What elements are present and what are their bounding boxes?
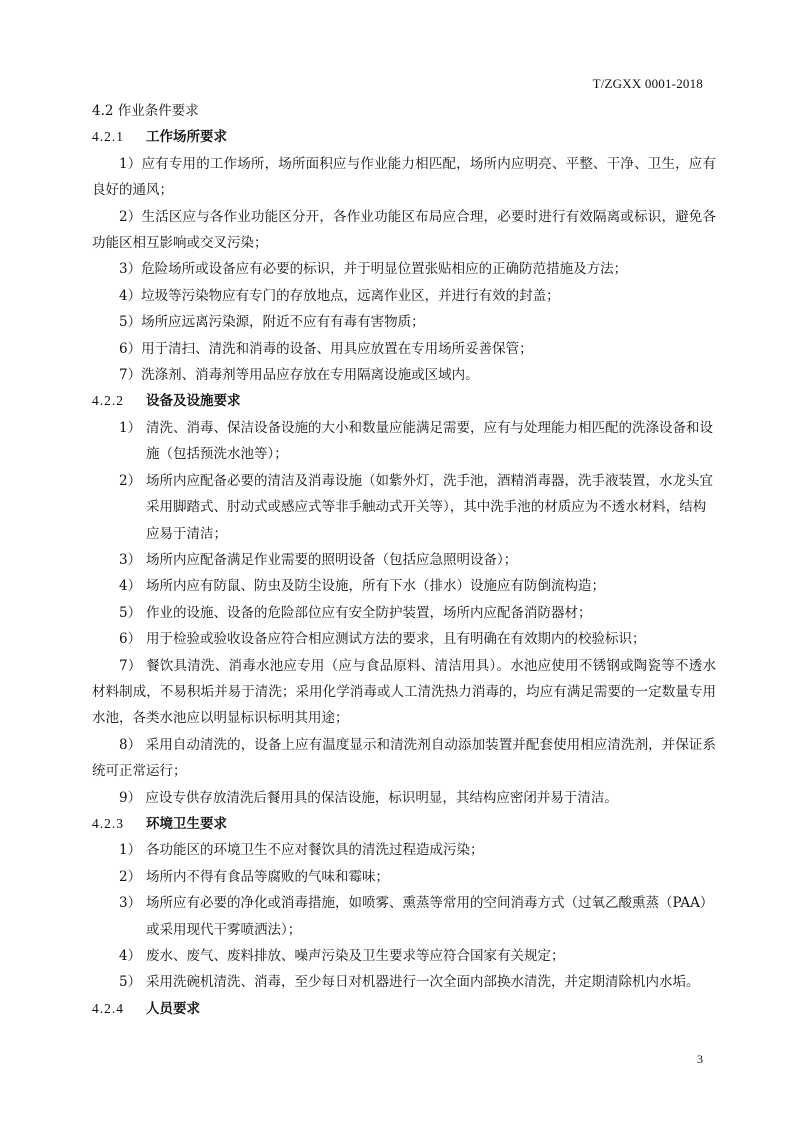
paragraph: 1）应有专用的工作场所，场所面积应与作业能力相匹配，场所内应明亮、平整、干净、卫生，应有良好的通风； [92, 155, 716, 199]
list-marker: 3） [119, 551, 142, 568]
page-content [92, 98, 716, 1022]
subsection-heading-4-2-3 [92, 811, 716, 837]
list-item [92, 890, 716, 943]
list-item [92, 626, 716, 652]
list-item [92, 468, 716, 547]
list-item-text: 废水、废气、废料排放、噪声污染及卫生要求等应符合国家有关规定； [146, 948, 565, 964]
paragraph: 5）场所应远离污染源，附近不应有有毒有害物质； [119, 314, 425, 331]
list-item [92, 943, 716, 969]
subsection-title: 人员要求 [146, 1000, 200, 1017]
subsection-heading-4-2-4 [92, 996, 716, 1022]
list-item-text: 作业的设施、设备的危险部位应有安全防护装置，场所内应配备消防器材； [146, 604, 592, 621]
subsection-number: 4.2.2 [92, 393, 124, 409]
list-item-text: 清洗、消毒、保洁设备设施的大小和数量应能满足需要，应有与处理能力相匹配的洗涤设备和设施（包括预洗水池等）； [146, 419, 713, 463]
subsection-number: 4.2.3 [92, 815, 124, 831]
list-item-text: 采用洗碗机清洗、消毒，至少每日对机器进行一次全面内部换水清洗，并定期清除机内水垢。 [146, 974, 700, 991]
list-marker: 4） [119, 948, 142, 964]
paragraph: 8） 采用自动清洗的，设备上应有温度显示和清洗剂自动添加装置并配套使用相应清洗剂，并保证系统可正常运行； [92, 736, 716, 780]
list-marker: 2） [119, 472, 142, 489]
list-item-text: 场所内应配备必要的清洁及消毒设施（如紫外灯，洗手池，酒精消毒器，洗手液装置，水龙头宜采用脚踏式、肘动式或感应式等非手触动式开关等），其中洗手池的材质应为不透水材料，结构应易于清洁； [146, 472, 713, 542]
paragraph: 7） 餐饮具清洗、消毒水池应专用（应与食品原料、清洁用具）。水池应使用不锈钢或陶瓷等不透水材料制成，不易积垢并易于清洗；采用化学消毒或人工清洗热力消毒的，均应有满足需要的一定数量专用水池，各类水池应以明显标识标明其用途； [92, 657, 716, 727]
list-item [92, 600, 716, 626]
page-number: 3 [697, 1052, 703, 1066]
list-marker: 6） [119, 631, 142, 648]
paragraph: 6）用于清扫、清洗和消毒的设备、用具应放置在专用场所妥善保管； [119, 340, 533, 357]
section-heading: 4.2 作业条件要求 [92, 103, 199, 119]
list-item [92, 547, 716, 573]
list-item [92, 864, 716, 890]
list-item-text: 各功能区的环境卫生不应对餐饮具的清洗过程造成污染； [146, 842, 484, 859]
list-marker: 1） [119, 842, 142, 859]
list-marker: 1） [119, 419, 142, 436]
list-item-text: 场所内应配备满足作业需要的照明设备（包括应急照明设备）； [146, 551, 518, 568]
subsection-title: 环境卫生要求 [146, 815, 227, 832]
document-code: T/ZGXX 0001-2018 [592, 76, 703, 91]
list-item-text: 场所应有必要的净化或消毒措施，如喷雾、熏蒸等常用的空间消毒方式（过氧乙酸熏蒸（PAA）或采用现代干雾喷洒法）； [146, 895, 714, 938]
paragraph: 7）洗涤剂、消毒剂等用品应存放在专用隔离设施或区域内。 [119, 367, 479, 384]
subsection-number: 4.2.1 [92, 129, 124, 145]
list-item-text: 场所内应有防鼠、防虫及防尘设施，所有下水（排水）设施应有防倒流构造； [146, 578, 605, 595]
list-marker: 5） [119, 974, 142, 991]
subsection-title: 设备及设施要求 [146, 393, 241, 410]
paragraph: 2）生活区应与各作业功能区分开，各作业功能区布局应合理，必要时进行有效隔离或标识，避免各功能区相互影响或交叉污染； [92, 208, 716, 252]
list-item-text: 用于检验或验收设备应符合相应测试方法的要求，且有明确在有效期内的校验标识； [146, 631, 646, 648]
list-marker: 4） [119, 578, 142, 595]
subsection-number: 4.2.4 [92, 1000, 124, 1016]
paragraph: 9） 应设专供存放清洗后餐用具的保洁设施，标识明显，其结构应密闭并易于清洁。 [119, 789, 618, 806]
subsection-heading-4-2-1 [92, 124, 716, 150]
list-item [92, 969, 716, 995]
list-item-text: 场所内不得有食品等腐败的气味和霉味； [146, 868, 389, 885]
list-item [92, 415, 716, 468]
subsection-title: 工作场所要求 [146, 129, 227, 146]
list-marker: 3） [119, 895, 142, 912]
list-marker: 2） [119, 868, 142, 885]
paragraph: 4）垃圾等污染物应有专门的存放地点，远离作业区，并进行有效的封盖； [119, 287, 560, 304]
list-item [92, 837, 716, 863]
list-item [92, 573, 716, 599]
subsection-heading-4-2-2 [92, 388, 716, 414]
paragraph: 3）危险场所或设备应有必要的标识，并于明显位置张贴相应的正确防范措施及方法； [119, 261, 628, 278]
list-marker: 5） [119, 604, 142, 621]
